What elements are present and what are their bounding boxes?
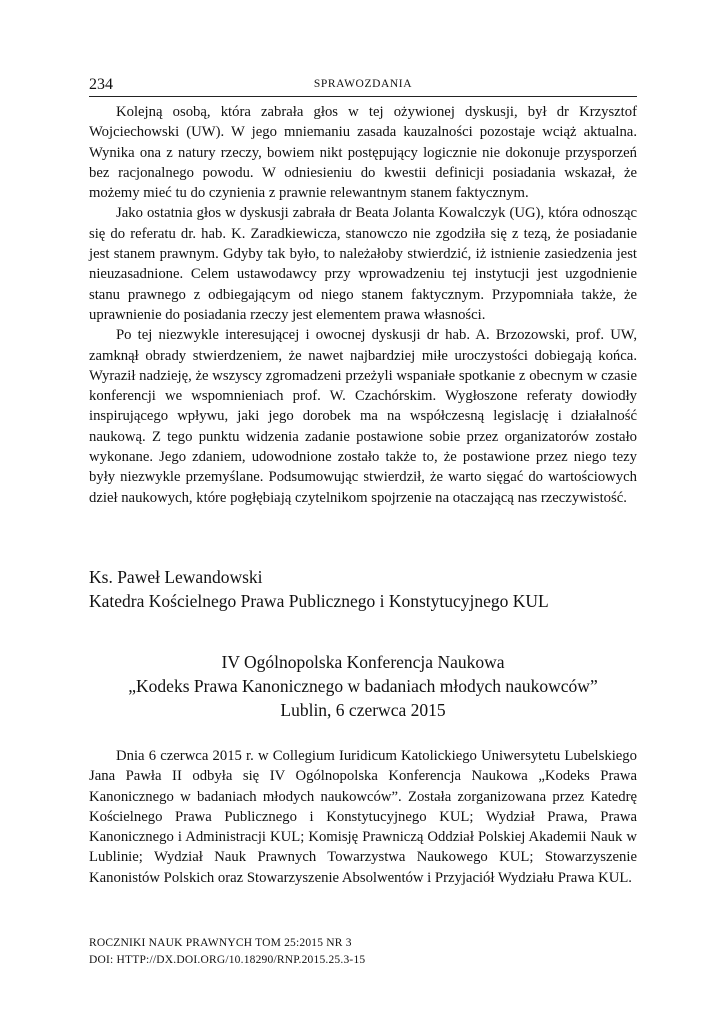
page-number: 234 xyxy=(89,76,113,93)
paragraph: Po tej niezwykle interesującej i owocnej dyskusji dr hab. A. Brzozowski, prof. UW, zamknął obrady stwierdzeniem, że nawet najbardziej miłe uroczystości dobiegają końca. Wyraził nadzieję, że wszyscy zgromadzeni przeżyli wspaniałe spotkanie z obecnym w czasie konferencji we wspomnieniach prof. W. Czachórskim. Wygłoszone referaty dowiodły inspirującego wpływu, jaki jego dorobek ma na współczesną legislację i działalność naukową. Z tego punktu widzenia zadanie postawione sobie przez organizatorów zostało wykonane. Jego zdaniem, udowodnione zostało także to, że postawione przez niego tezy były niezwykle przemyślane. Podsumowując stwierdził, że warto sięgać do wartościowych dzieł naukowych, które pogłębiają czytelnikom spojrzenie na otaczającą nas rzeczywistość. xyxy=(89,327,637,506)
page-footer xyxy=(89,935,637,968)
author-block xyxy=(89,565,649,613)
conference-line: IV Ogólnopolska Konferencja Naukowa xyxy=(221,652,505,672)
paragraph: Kolejną osobą, która zabrała głos w tej ożywionej dyskusji, był dr Krzysztof Wojciechowski (UW). W jego mniemaniu zasada kauzalności pozostaje wciąż aktualna. Wynika ona z natury rzeczy, bowiem nikt postępujący logicznie nie dokonuje przysporzeń bez racjonalnego powodu. W odniesieniu do kwestii definicji posiadania wskazał, że możemy mieć tu do czynienia z prawnie relewantnym stanem faktycznym. xyxy=(89,104,637,202)
conference-line: „Kodeks Prawa Kanonicznego w badaniach młodych naukowców” xyxy=(128,676,598,696)
journal-info: ROCZNIKI NAUK PRAWNYCH TOM 25:2015 NR 3 xyxy=(89,937,352,949)
author-affiliation: Katedra Kościelnego Prawa Publicznego i Konstytucyjnego KUL xyxy=(89,591,549,611)
paragraph: Jako ostatnia głos w dyskusji zabrała dr Beata Jolanta Kowalczyk (UG), która odnosząc się do referatu dr. hab. K. Zaradkiewicza, stanowczo nie zgodziła się z tezą, że posiadanie jest stanem prawnym. Gdyby tak było, to należałoby stwierdzić, iż istnienie zasiedzenia jest nieuzasadnione. Celem ustawodawcy przy wprowadzeniu tej instytucji jest uzgodnienie stanu prawnego z odbiegającym od niego stanem faktycznym. Przypomniała także, że uprawnienie do posiadania rzeczy jest elementem prawa własności. xyxy=(89,205,637,323)
author-name: Ks. Paweł Lewandowski xyxy=(89,567,263,587)
paragraph: Dnia 6 czerwca 2015 r. w Collegium Iuridicum Katolickiego Uniwersytetu Lubelskiego Jana Pawła II odbyła się IV Ogólnopolska Konferencja Naukowa „Kodeks Prawa Kanonicznego w badaniach młodych naukowców”. Została zorganizowana przez Katedrę Kościelnego Prawa Publicznego i Konstytucyjnego KUL; Wydział Prawa, Prawa Kanonicznego i Administracji KUL; Komisję Prawniczą Oddział Polskiej Akademii Nauk w Lublinie; Wydział Nauk Prawnych Towarzystwa Naukowego KUL; Stowarzyszenie Kanonistów Polskich oraz Stowarzyszenie Absolwentów i Przyjaciół Wydziału Prawa KUL. xyxy=(89,748,637,886)
conference-title xyxy=(89,650,637,722)
body-text xyxy=(89,102,637,508)
conference-line: Lublin, 6 czerwca 2015 xyxy=(280,700,446,720)
intro-text xyxy=(89,746,637,888)
page-header xyxy=(89,76,637,97)
doi-link[interactable]: DOI: HTTP://DX.DOI.ORG/10.18290/RNP.2015.25.3-15 xyxy=(89,953,366,966)
running-head: SPRAWOZDANIA xyxy=(313,78,413,90)
